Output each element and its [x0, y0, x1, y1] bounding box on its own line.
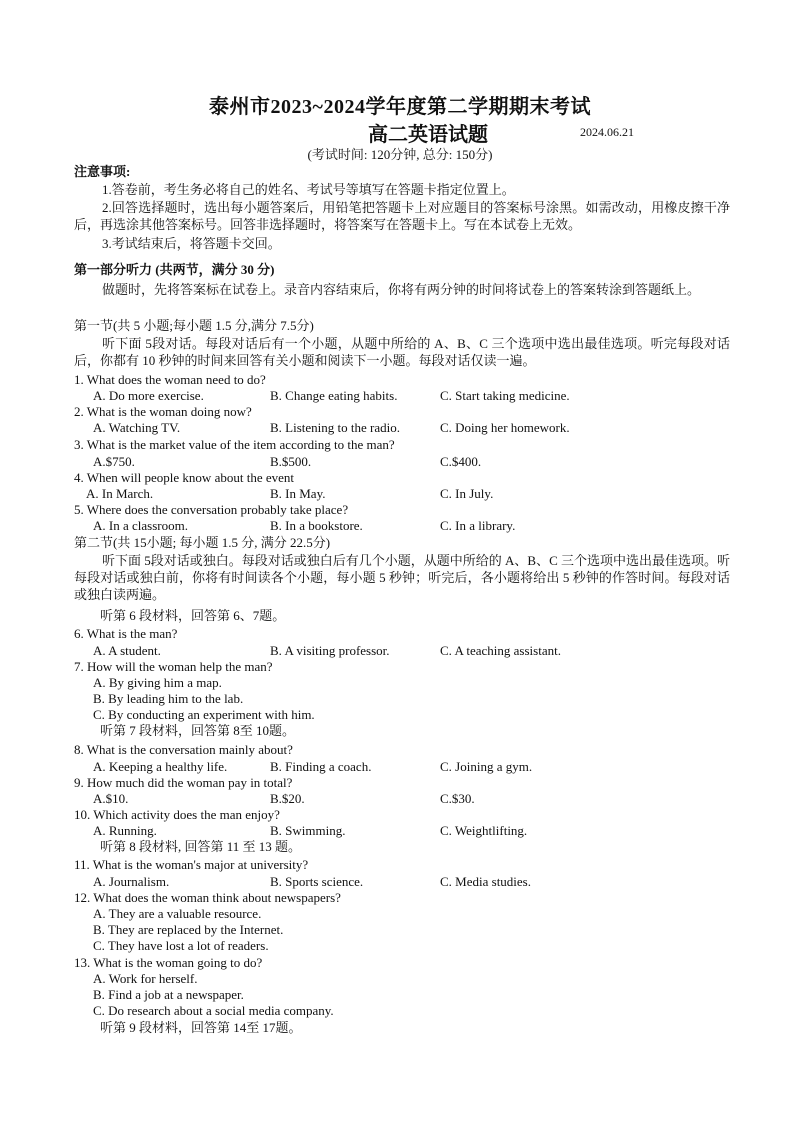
question-2: 2. What is the woman doing now? [74, 404, 252, 419]
q13-option-c: C. Do research about a social media company. [93, 1003, 334, 1018]
material-6-instruction: 听第 6 段材料，回答第 6、7题。 [100, 608, 286, 623]
section2-intro: 听下面 5段对话或独白。每段对话或独白后有几个小题，从题中所给的 A、B、C 三个选项中选出最佳选项。听每段对话或独白前，你将有时间读各个小题，每小题 5 秒钟；听完后，各小题将给出 5 秒钟的作答时间。每段对话或独白读两遍。 [74, 553, 730, 602]
q11-option-a: A. Journalism. [93, 874, 170, 889]
q5-option-a: A. In a classroom. [93, 518, 188, 533]
q3-option-c: C.$400. [440, 454, 482, 469]
q2-option-a: A. Watching TV. [93, 420, 181, 435]
note-item-1: 1.答卷前，考生务必将自己的姓名、考试号等填写在答题卡指定位置上。 [102, 182, 515, 197]
question-1: 1. What does the woman need to do? [74, 372, 266, 387]
section1-intro: 听下面 5段对话。每段对话后有一个小题，从题中所给的 A、B、C 三个选项中选出最佳选项。听完每段对话后，你都有 10 秒钟的时间来回答有关小题和阅读下一小题。每段对话仅读一遍。 [74, 336, 730, 368]
question-5: 5. Where does the conversation probably take place? [74, 502, 349, 517]
q8-option-a: A. Keeping a healthy life. [93, 759, 228, 774]
exam-subtitle: 高二英语试题 [368, 124, 488, 146]
q2-option-c: C. Doing her homework. [440, 420, 570, 435]
question-3: 3. What is the market value of the item according to the man? [74, 437, 395, 452]
q13-option-a: A. Work for herself. [93, 971, 198, 986]
q6-option-c: C. A teaching assistant. [440, 643, 561, 658]
q9-option-c: C.$30. [440, 791, 475, 806]
q4-option-b: B. In May. [270, 486, 326, 501]
exam-date: 2024.06.21 [580, 125, 634, 139]
q3-option-b: B.$500. [270, 454, 312, 469]
q8-option-b: B. Finding a coach. [270, 759, 372, 774]
q10-option-c: C. Weightlifting. [440, 823, 528, 838]
material-8-instruction: 听第 8 段材料, 回答第 11 至 13 题。 [100, 839, 302, 854]
note-item-2: 2.回答选择题时，选出每小题答案后，用铅笔把答题卡上对应题目的答案标号涂黑。如需改动，用橡皮擦干净后，再选涂其他答案标号。回答非选择题时，将答案写在答题卡上。写在本试卷上无效。 [74, 200, 730, 232]
material-9-instruction: 听第 9 段材料，回答第 14至 17题。 [100, 1020, 302, 1035]
q7-option-b: B. By leading him to the lab. [93, 691, 244, 706]
section2-heading: 第二节(共 15小题; 每小题 1.5 分, 满分 22.5分) [74, 535, 331, 550]
q4-option-c: C. In July. [440, 486, 494, 501]
question-11: 11. What is the woman's major at university? [74, 857, 309, 872]
exam-title: 泰州市2023~2024学年度第二学期期末考试 [209, 96, 591, 118]
question-12: 12. What does the woman think about newspapers? [74, 890, 341, 905]
part1-intro: 做题时，先将答案标在试卷上。录音内容结束后，你将有两分钟的时间将试卷上的答案转涂到答题纸上。 [102, 282, 701, 297]
q4-option-a: A. In March. [86, 486, 154, 501]
q3-option-a: A.$750. [93, 454, 135, 469]
question-10: 10. Which activity does the man enjoy? [74, 807, 280, 822]
q11-option-b: B. Sports science. [270, 874, 364, 889]
q13-option-b: B. Find a job at a newspaper. [93, 987, 244, 1002]
part1-heading: 第一部分听力 (共两节，满分 30 分) [74, 262, 275, 277]
exam-info: (考试时间: 120分钟, 总分: 150分) [307, 147, 493, 162]
q1-option-c: C. Start taking medicine. [440, 388, 570, 403]
question-9: 9. How much did the woman pay in total? [74, 775, 293, 790]
q2-option-b: B. Listening to the radio. [270, 420, 400, 435]
section1-heading: 第一节(共 5 小题;每小题 1.5 分,满分 7.5分) [74, 318, 314, 333]
q10-option-b: B. Swimming. [270, 823, 346, 838]
q1-option-a: A. Do more exercise. [93, 388, 204, 403]
q6-option-b: B. A visiting professor. [270, 643, 390, 658]
notes-heading: 注意事项: [74, 164, 131, 179]
q12-option-a: A. They are a valuable resource. [93, 906, 262, 921]
material-7-instruction: 听第 7 段材料，回答第 8至 10题。 [100, 723, 296, 738]
question-4: 4. When will people know about the event [74, 470, 294, 485]
note-item-3: 3.考试结束后，将答题卡交回。 [102, 236, 281, 251]
q8-option-c: C. Joining a gym. [440, 759, 533, 774]
question-8: 8. What is the conversation mainly about? [74, 742, 293, 757]
question-13: 13. What is the woman going to do? [74, 955, 263, 970]
q12-option-c: C. They have lost a lot of readers. [93, 938, 269, 953]
q9-option-b: B.$20. [270, 791, 305, 806]
q12-option-b: B. They are replaced by the Internet. [93, 922, 284, 937]
q6-option-a: A. A student. [93, 643, 161, 658]
question-7: 7. How will the woman help the man? [74, 659, 273, 674]
q5-option-b: B. In a bookstore. [270, 518, 363, 533]
q11-option-c: C. Media studies. [440, 874, 531, 889]
q9-option-a: A.$10. [93, 791, 129, 806]
q1-option-b: B. Change eating habits. [270, 388, 398, 403]
q5-option-c: C. In a library. [440, 518, 516, 533]
q10-option-a: A. Running. [93, 823, 157, 838]
q7-option-c: C. By conducting an experiment with him. [93, 707, 315, 722]
question-6: 6. What is the man? [74, 626, 178, 641]
q7-option-a: A. By giving him a map. [93, 675, 222, 690]
